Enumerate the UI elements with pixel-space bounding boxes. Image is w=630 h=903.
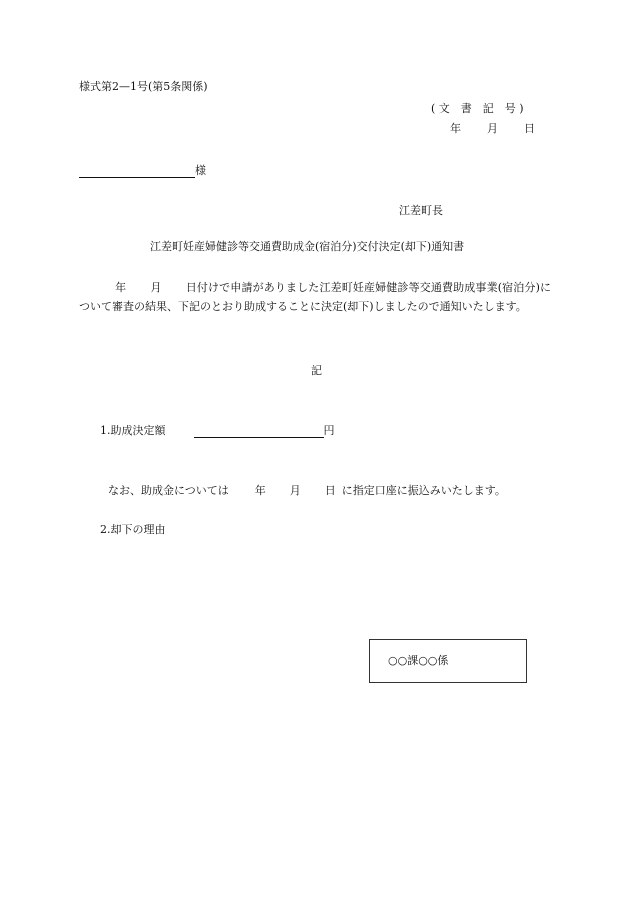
payment-note bbox=[108, 484, 506, 498]
item-1-label: 1.助成決定額 bbox=[100, 424, 166, 437]
heading-ki: 記 bbox=[311, 364, 322, 377]
contact-box bbox=[369, 639, 527, 683]
addressee-suffix: 様 bbox=[195, 164, 206, 177]
issuer: 江差町長 bbox=[399, 204, 443, 217]
note-prefix: なお、助成金については bbox=[108, 484, 229, 497]
issue-date bbox=[450, 122, 535, 136]
body-text: 日付けで申請がありました江差町妊産婦健診等交通費助成事業(宿泊分)について審査の結果、下記のとおり助成することに決定(却下)しましたので通知いたします。 bbox=[79, 281, 552, 313]
note-month: 月 bbox=[289, 484, 301, 497]
contact-label: ○○課○○係 bbox=[388, 654, 449, 667]
body-paragraph bbox=[79, 278, 551, 316]
note-suffix: に指定口座に振込みいたします。 bbox=[341, 484, 506, 497]
date-day: 日 bbox=[524, 122, 535, 135]
date-month: 月 bbox=[487, 122, 498, 135]
note-year: 年 bbox=[254, 484, 266, 497]
item-1 bbox=[100, 424, 335, 438]
body-year: 年 bbox=[115, 281, 127, 294]
form-number: 様式第2—1号(第5条関係) bbox=[79, 80, 208, 93]
document-title: 江差町妊産婦健診等交通費助成金(宿泊分)交付決定(却下)通知書 bbox=[150, 240, 465, 253]
body-month: 月 bbox=[150, 281, 162, 294]
item-2: 2.却下の理由 bbox=[100, 523, 166, 536]
document-code: ( 文 書 記 号 ) bbox=[431, 102, 524, 115]
amount-blank-line bbox=[194, 425, 324, 438]
amount-unit: 円 bbox=[323, 424, 335, 437]
note-day: 日 bbox=[324, 484, 336, 497]
date-year: 年 bbox=[450, 122, 461, 135]
addressee bbox=[79, 164, 206, 178]
addressee-blank-line bbox=[79, 165, 195, 178]
